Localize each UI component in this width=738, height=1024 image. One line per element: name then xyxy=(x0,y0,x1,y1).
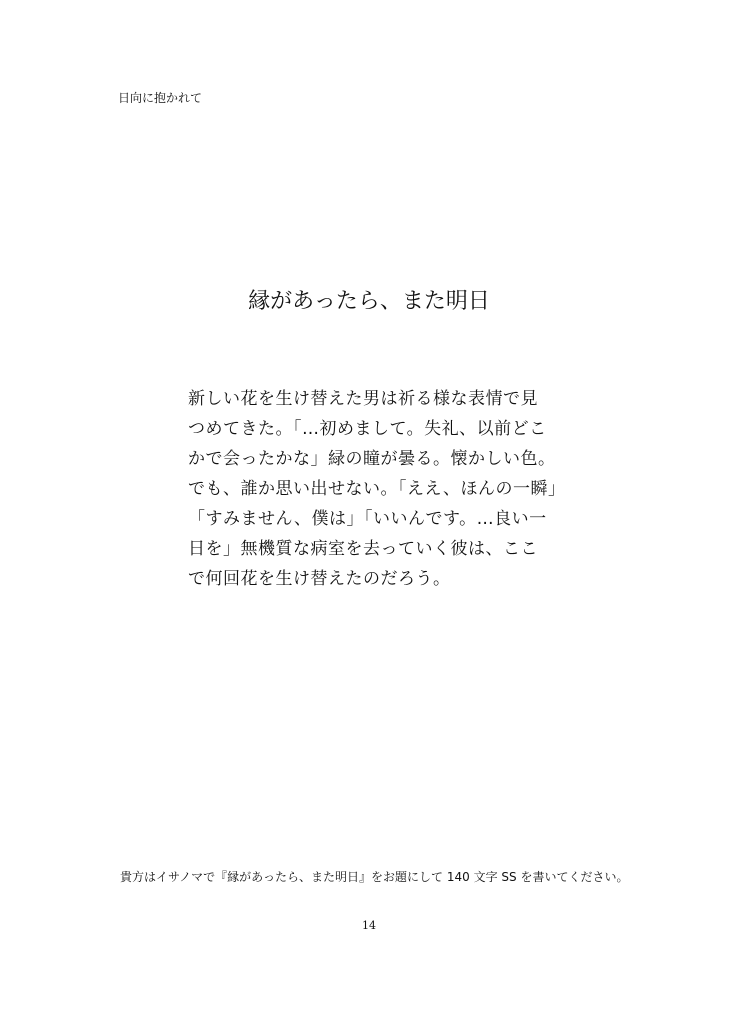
running-header: 日向に抱かれて xyxy=(118,91,203,105)
page-number: 14 xyxy=(362,919,376,932)
story-line: かで会ったかな」緑の瞳が曇る。懐かしい色。 xyxy=(188,449,556,469)
writing-prompt: 貴方はイサノマで『縁があったら、また明日』をお題にして 140 文字 SS を書いてください。 xyxy=(120,870,629,884)
story-line: 新しい花を生け替えた男は祈る様な表情で見 xyxy=(188,389,538,409)
story-line: で何回花を生け替えたのだろう。 xyxy=(188,569,451,589)
story-line: 日を」無機質な病室を去っていく彼は、ここ xyxy=(188,539,538,559)
story-line: 「すみません、僕は」「いいんです。…良い一 xyxy=(188,509,547,529)
story-line: つめてきた。「…初めまして。失礼、以前どこ xyxy=(188,419,547,439)
story-line: でも、誰か思い出せない。「ええ、ほんの一瞬」 xyxy=(188,479,566,499)
story-body xyxy=(188,384,566,594)
story-title: 縁があったら、また明日 xyxy=(248,289,490,314)
